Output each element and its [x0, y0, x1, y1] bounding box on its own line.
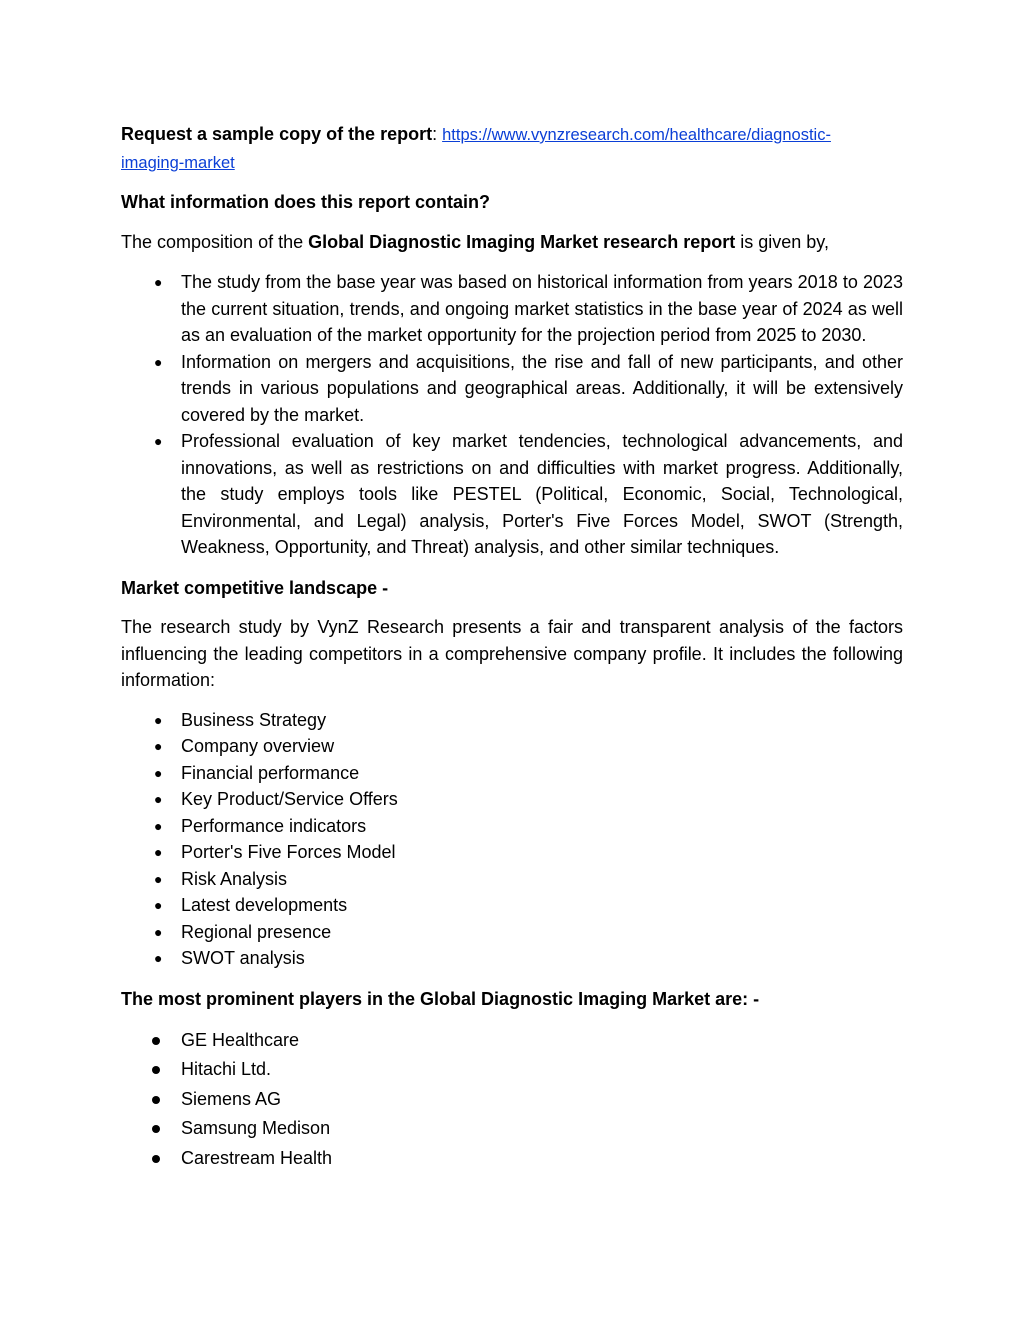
- profile-item-text: Financial performance: [181, 762, 360, 783]
- list-item: [121, 945, 903, 972]
- list-item: [121, 1055, 903, 1084]
- bullet-icon: [152, 1125, 160, 1133]
- player-name: GE Healthcare: [181, 1030, 300, 1050]
- list-item: [121, 1026, 903, 1055]
- profile-item-text: Regional presence: [181, 921, 332, 942]
- bullet-icon: ●: [154, 711, 163, 728]
- landscape-heading: Market competitive landscape -: [121, 577, 389, 598]
- request-sample-colon: :: [432, 124, 438, 144]
- report-link-line2[interactable]: imaging-market: [121, 153, 235, 172]
- players-heading: The most prominent players in the Global Diagnostic Imaging Market are: -: [121, 988, 760, 1009]
- player-name: Siemens AG: [181, 1088, 282, 1109]
- bullet-icon: ●: [154, 897, 163, 913]
- list-item: [121, 786, 903, 813]
- bullet-icon: ●: [154, 923, 163, 940]
- report-point-text: The study from the base year was based on historical information from years 2018 to 2023 the current situation, trends, and ongoing market statistics in the base year of 2024 as well as an evaluation of the market opportunity for the projection period from 2025 to 2030.: [181, 272, 903, 345]
- request-sample-paragraph: [121, 121, 903, 176]
- profile-item-text: Company overview: [181, 736, 335, 756]
- bullet-icon: ●: [154, 870, 163, 887]
- question-heading: What information does this report contain?: [121, 192, 490, 212]
- bullet-icon: ●: [154, 844, 163, 860]
- list-item: [121, 1144, 903, 1173]
- profile-item-text: SWOT analysis: [181, 948, 305, 968]
- report-point-text: Information on mergers and acquisitions, the rise and fall of new participants, and other trends in various populations and geographical areas. Additionally, it will be extensively covered by the market.: [181, 351, 903, 425]
- report-point-text: Professional evaluation of key market tendencies, technological advancements, and innovations, as well as restrictions on and difficulties with market progress. Additionally, the study employs tools like PESTEL (Political, Economic, Social, Technological, Environmental, and Legal) analysis, Porter's Five Forces Model, SWOT (Strength, Weakness, Opportunity, and Threat) analysis, and other similar techniques.: [181, 431, 903, 557]
- list-item: [121, 1085, 903, 1114]
- list-item: [121, 349, 903, 429]
- players-list: [121, 1026, 903, 1173]
- list-item: [121, 919, 903, 946]
- list-item: [121, 428, 903, 561]
- list-item: [121, 1114, 903, 1143]
- list-item: [121, 269, 903, 349]
- composition-suffix: is given by,: [735, 231, 829, 252]
- bullet-icon: ●: [154, 817, 163, 834]
- composition-prefix: The composition of the: [121, 231, 309, 252]
- bullet-icon: ●: [154, 353, 163, 370]
- list-item: [121, 813, 903, 840]
- list-item: [121, 760, 903, 787]
- bullet-icon: ●: [154, 791, 163, 807]
- profile-item-text: Risk Analysis: [181, 868, 288, 889]
- player-name: Hitachi Ltd.: [181, 1059, 272, 1080]
- player-name: Carestream Health: [181, 1147, 333, 1168]
- report-link-line1[interactable]: https://www.vynzresearch.com/healthcare/diagnostic-: [442, 126, 831, 144]
- profile-item-text: Porter's Five Forces Model: [181, 842, 396, 862]
- profile-items-list: [121, 707, 903, 972]
- bullet-icon: [152, 1096, 160, 1104]
- bullet-icon: [152, 1037, 160, 1045]
- bullet-icon: ●: [154, 764, 163, 781]
- profile-item-text: Key Product/Service Offers: [181, 789, 398, 809]
- document-page: [121, 121, 903, 1173]
- player-name: Samsung Medison: [181, 1118, 331, 1139]
- composition-paragraph: [121, 229, 903, 256]
- list-item: [121, 839, 903, 866]
- list-item: [121, 707, 903, 734]
- bullet-icon: [152, 1066, 160, 1074]
- bullet-icon: [152, 1155, 160, 1163]
- bullet-icon: ●: [154, 738, 163, 754]
- bullet-icon: ●: [154, 433, 163, 449]
- request-sample-label: Request a sample copy of the report: [121, 124, 433, 144]
- bullet-icon: ●: [154, 274, 163, 290]
- list-item: [121, 892, 903, 919]
- report-points-list: [121, 269, 903, 561]
- list-item: [121, 866, 903, 893]
- list-item: [121, 733, 903, 760]
- bullet-icon: ●: [154, 950, 163, 966]
- profile-item-text: Latest developments: [181, 895, 348, 915]
- profile-item-text: Business Strategy: [181, 709, 327, 730]
- composition-bold: Global Diagnostic Imaging Market research report: [308, 231, 736, 252]
- landscape-paragraph: The research study by VynZ Research presents a fair and transparent analysis of the factors influencing the leading competitors in a comprehensive company profile. It includes the following information:: [121, 617, 903, 690]
- profile-item-text: Performance indicators: [181, 815, 367, 836]
